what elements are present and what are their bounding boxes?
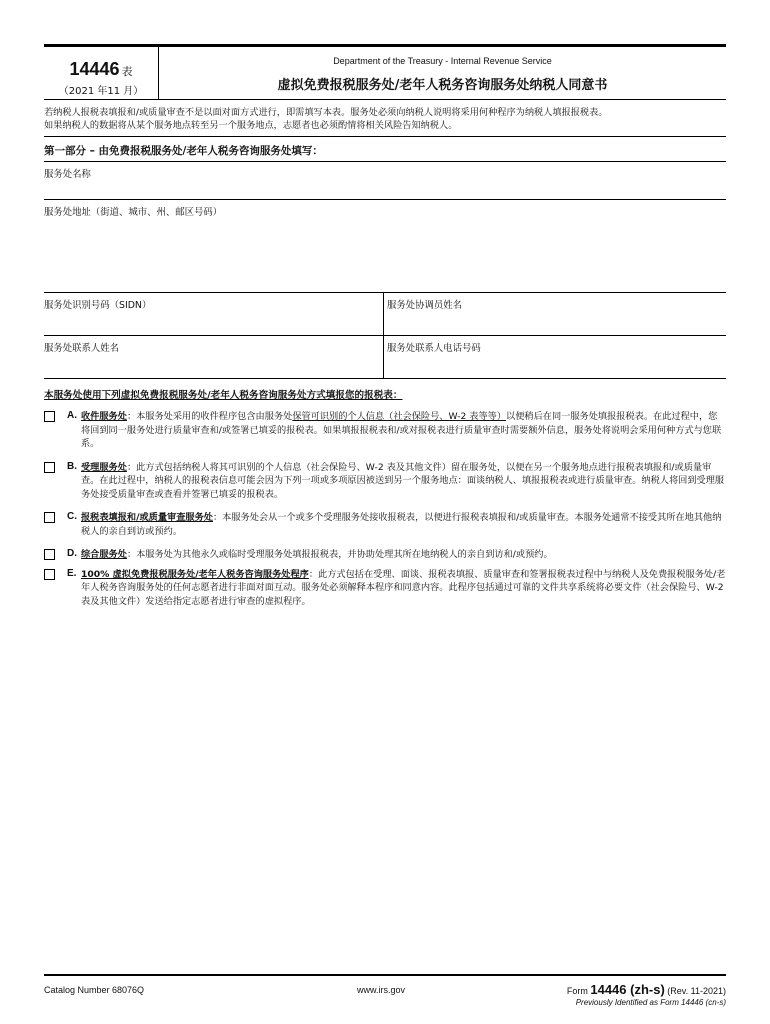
option-a — [44, 410, 726, 451]
footer-row — [44, 976, 726, 1006]
form-header — [44, 47, 726, 100]
form-footer — [44, 974, 726, 1006]
option-c-letter: C. — [67, 511, 77, 522]
contact-phone-label: 服务处联系人电话号码 — [387, 343, 481, 354]
option-a-name: 收件服务处 — [81, 411, 127, 422]
option-a-letter: A. — [67, 410, 77, 421]
form-id: 14446 (zh-s) — [590, 982, 665, 997]
option-b-name: 受理服务处 — [81, 461, 127, 473]
form-date: （2021 年11 月） — [58, 86, 144, 97]
option-b-text — [81, 461, 726, 502]
form-reference — [567, 982, 726, 997]
sidn-label: 服务处识别号码（SIDN） — [44, 300, 152, 311]
option-c-desc: ：本服务处会从一个或多个受理服务处接收报税表，以便进行报税表填报和/或质量审查。本服务处通常不接受其所在地其他纳税人的亲自到访或预约。 — [81, 512, 722, 537]
option-a-text — [81, 410, 726, 451]
previous-identification: Previously Identified as Form 14446 (cn-s) — [575, 998, 726, 1007]
option-b-checkbox[interactable] — [44, 462, 55, 473]
option-a-desc-1: ：本服务处采用的收件程序包含由服务处 — [126, 411, 293, 422]
form-number — [44, 59, 158, 80]
contact-name-label: 服务处联系人姓名 — [44, 343, 120, 354]
option-c-text — [81, 511, 726, 538]
contact-row — [44, 336, 726, 379]
option-d-name: 综合服务处 — [81, 549, 127, 560]
intro-line-1: 若纳税人报税表填报和/或质量审查不是以面对面方式进行，即需填写本表。服务处必须向纳税人说明将采用何种程序为纳税人填报报税表。 — [44, 107, 608, 118]
form-title: 虚拟免费报税服务处/老年人税务咨询服务处纳税人同意书 — [277, 78, 608, 93]
site-name-field[interactable] — [44, 162, 726, 200]
option-d-text — [81, 548, 726, 562]
part1-heading: 第一部分 – 由免费报税服务处/老年人税务咨询服务处填写： — [44, 137, 726, 162]
option-a-checkbox[interactable] — [44, 411, 55, 422]
form-id-box — [44, 47, 159, 99]
option-c-name: 报税表填报和/或质量审查服务处 — [81, 512, 213, 523]
option-d — [44, 548, 726, 562]
form-title-box — [159, 47, 726, 99]
option-b — [44, 461, 726, 502]
option-e-checkbox[interactable] — [44, 569, 55, 580]
option-e — [44, 568, 726, 609]
coordinator-label: 服务处协调员姓名 — [387, 300, 463, 311]
department-name: Department of the Treasury - Internal Revenue Service — [333, 56, 552, 66]
option-e-letter: E. — [67, 567, 77, 579]
website-link[interactable]: www.irs.gov — [357, 985, 406, 995]
contact-phone-field[interactable] — [383, 336, 726, 378]
site-address-field[interactable] — [44, 200, 726, 293]
intro-text — [44, 100, 726, 137]
option-b-letter: B. — [67, 460, 77, 472]
option-b-desc: ：此方式包括纳税人将其可识别的个人信息（社会保险号、W-2 表及其他文件）留在服务处，以便在另一个服务地点进行报税表填报和/或质量审查。在此过程中，纳税人的报税表信息可能会因为下列一项或多项原因被送到另一个服务地点：面谈纳税人、填报报税表或进行质量审查。纳税人将回到受理服务处接受质量审查或查看并签署已填妥的报税表。 — [81, 461, 725, 500]
coordinator-field[interactable] — [383, 293, 726, 335]
site-options-heading: 本服务处使用下列虚拟免费报税服务处/老年人税务咨询服务处方式填报您的报税表： — [44, 390, 403, 401]
option-a-desc-underlined: 保管可识别的个人信息（社会保险号、W-2 表等等） — [292, 411, 507, 422]
option-e-desc: ：此方式包括在受理、面谈、报税表填报、质量审查和签署报税表过程中与纳税人及免费报税服务处/老年人税务咨询服务处的任何志愿者进行非面对面互动。服务处必须解释本程序和同意内容。此程序包括通过可靠的文件共享系统将必要文件（社会保险号、W-2 表及其他文件）发送给指定志愿者进行审查的虚拟程序。 — [81, 568, 726, 607]
site-address-label: 服务处地址（街道、城市、州、邮区号码） — [44, 207, 223, 218]
sidn-coordinator-row — [44, 293, 726, 336]
option-d-letter: D. — [67, 548, 77, 559]
option-d-checkbox[interactable] — [44, 549, 55, 560]
site-name-label: 服务处名称 — [44, 169, 91, 180]
catalog-number: Catalog Number 68076Q — [44, 985, 145, 995]
form-revision: (Rev. 11-2021) — [667, 986, 726, 996]
option-d-desc: ：本服务处为其他永久或临时受理服务处填报报税表，并协助处理其所在地纳税人的亲自到访和/或预约。 — [126, 549, 553, 560]
option-e-name: 100% 虚拟免费报税服务处/老年人税务咨询服务处程序 — [81, 568, 309, 580]
sidn-field[interactable] — [44, 293, 383, 335]
intro-line-2: 如果纳税人的数据将从某个服务地点转至另一个服务地点，志愿者也必须酌情将相关风险告知纳税人。 — [44, 120, 458, 131]
option-c-checkbox[interactable] — [44, 512, 55, 523]
option-e-text — [81, 568, 726, 609]
form-number-value: 14446 — [69, 59, 120, 79]
form-page — [44, 44, 726, 608]
form-prefix: Form — [566, 986, 588, 996]
option-a-desc-2: 以便稍后在同一服务处填报报税表。在此过程中，您将回到同一服务处进行质量审查和/或签署已填妥的报税表。如果填报报税表和/或对报税表进行质量审查时需要额外信息，服务处将说明会采用何种方式与您联系。 — [81, 411, 722, 449]
form-suffix: 表 — [121, 66, 133, 78]
contact-name-field[interactable] — [44, 336, 383, 378]
option-c — [44, 511, 726, 538]
